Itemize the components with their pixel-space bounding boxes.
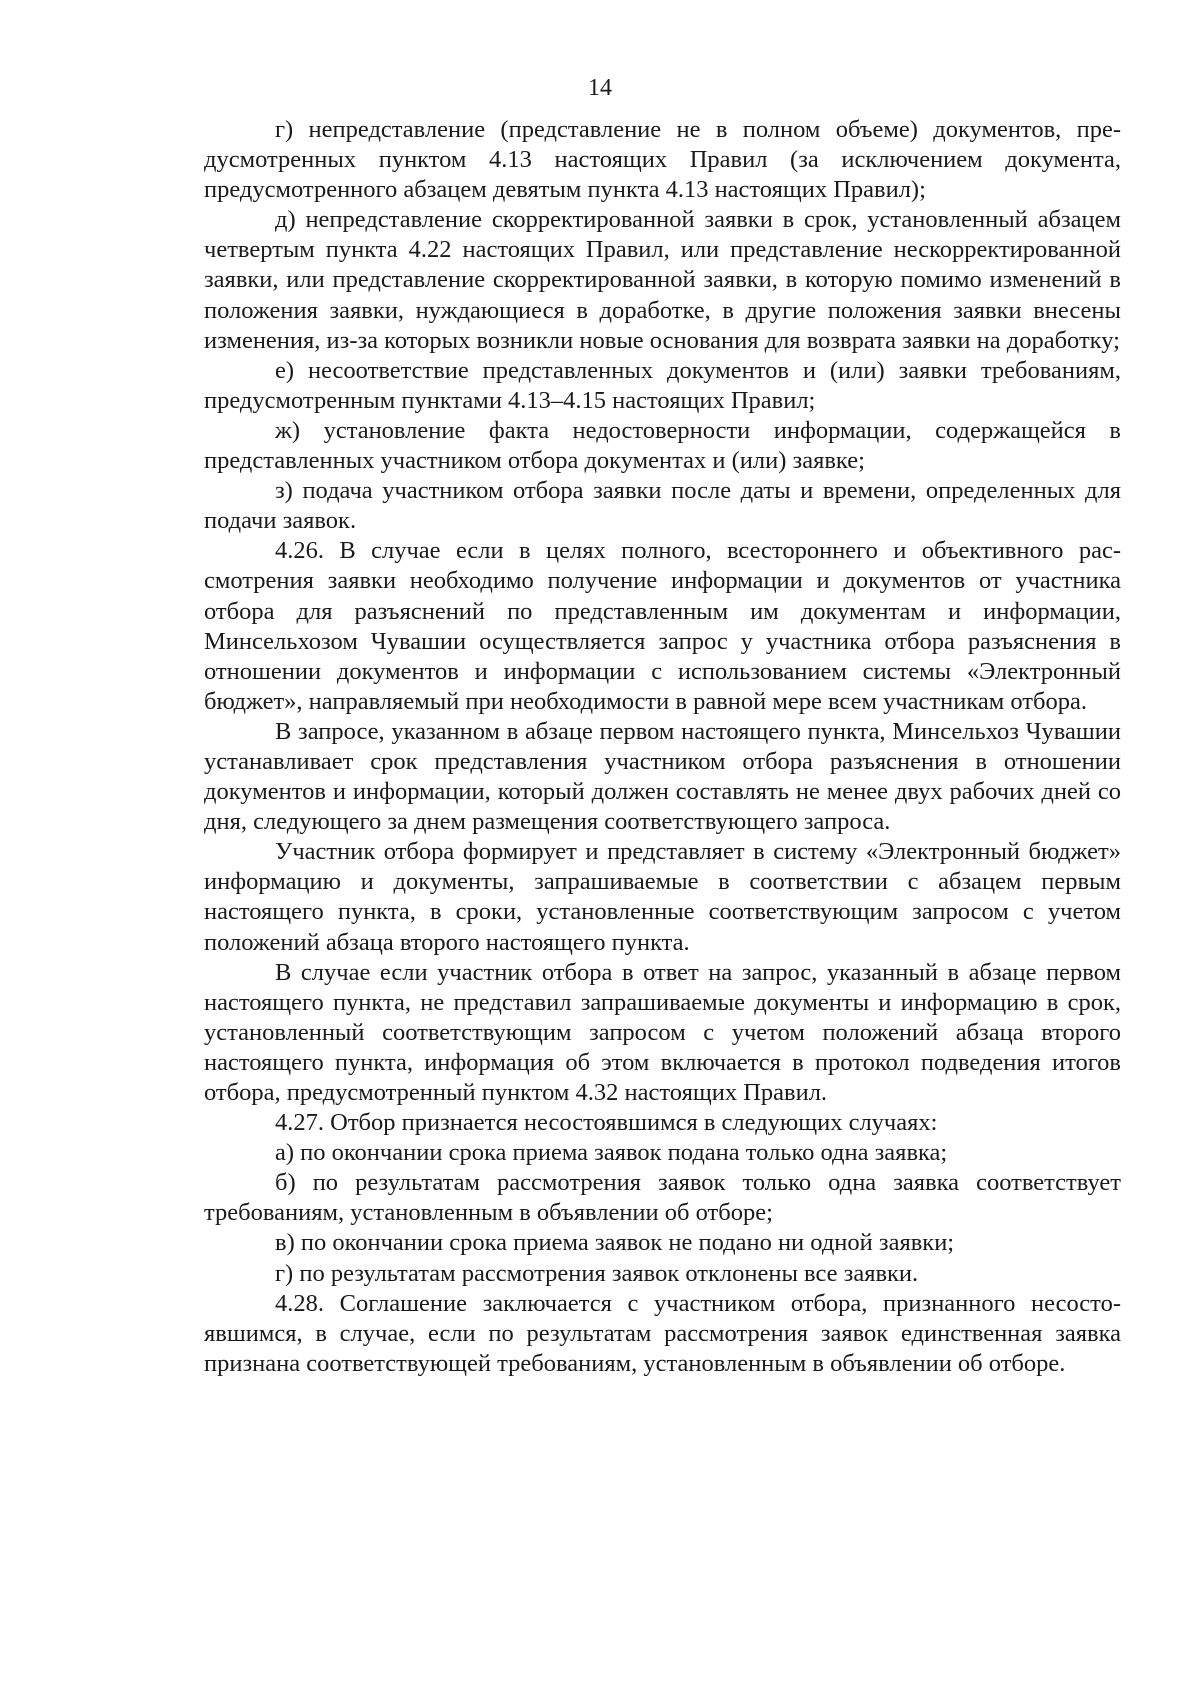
paragraph-4-26: 4.26. В случае если в целях полного, всестороннего и объективного рассмотрения заявки необходимо получение информации и документов от участника отбора для разъяснений по представленным им документам и информации, Минсельхозом Чувашии осуществляется запрос у участника отбора разъяснения в отношении документов и информации с использованием системы «Электронный бюджет», направляемый при необходимости в равной мере всем участникам отбора. [204, 537, 1121, 715]
paragraph-clause-e: е) несоответствие представленных документов и (или) заявки требованиям, предусмотренным пунктами 4.13–4.15 настоящих Правил; [204, 356, 1121, 414]
paragraph-4-27-a: а) по окончании срока приема заявок подана только одна заявка; [275, 1139, 948, 1167]
paragraph-4-26-participant-response: Участник отбора формирует и представляет в систему «Электронный бюджет» информацию и документы, запрашиваемые в соответствии с абзацем первым настоящего пункта, в сроки, установленные соответствующим запросом с учетом положений абзаца второго настоящего пункта. [204, 838, 1121, 956]
paragraph-4-27-v: в) по окончании срока приема заявок не подано ни одной заявки; [275, 1229, 955, 1257]
paragraph-4-26-no-response: В случае если участник отбора в ответ на запрос, указанный в абзаце первом настоящего пункта, не представил запрашиваемые документы и информацию в срок, установленный соответствующим запросом с учетом положений абзаца второго настоящего пункта, информация об этом включается в протокол подведения итогов отбора, предусмотренный пунктом 4.32 настоящих Правил. [204, 958, 1121, 1106]
paragraph-clause-zh: ж) установление факта недостоверности информации, содержащейся в представленных участником отбора документах и (или) заявке; [204, 416, 1121, 475]
paragraph-4-26-request-deadline: В запросе, указанном в абзаце первом настоящего пункта, Минсельхоз Чувашии устанавливает срок представления участником отбора разъяснения в отношении документов и информации, который должен составлять не менее двух рабочих дней со дня, следующего за днем размещения соответствующего запроса. [204, 717, 1121, 836]
paragraph-clause-z: з) подача участником отбора заявки после даты и времени, определенных для подачи заявок. [204, 477, 1121, 535]
paragraph-4-27: 4.27. Отбор признается несостоявшимся в следующих случаях: [275, 1109, 938, 1137]
paragraph-4-28: 4.28. Соглашение заключается с участником отбора, признанного несостоявшимся, в случае, если по результатам рассмотрения заявок единственная заявка признана соответствующей требованиям, установленным в объявлении об отборе. [204, 1289, 1121, 1377]
paragraph-clause-d: д) непредставление скорректированной заявки в срок, установленный абзацем четвертым пункта 4.22 настоящих Правил, или представление нескорректированной заявки, или представление скорректированной заявки, в которую помимо изменений в положения заявки, нуждающиеся в доработке, в другие положения заявки внесены изменения, из-за которых возникли новые основания для возврата заявки на доработку; [204, 206, 1121, 354]
paragraph-clause-g: г) непредставление (представление не в полном объеме) документов, предусмотренных пунктом 4.13 настоящих Правил (за исключением документа, предусмотренного абзацем девятым пункта 4.13 настоящих Правил); [204, 116, 1121, 204]
paragraph-4-27-g: г) по результатам рассмотрения заявок отклонены все заявки. [275, 1259, 919, 1287]
paragraph-4-27-b: б) по результатам рассмотрения заявок только одна заявка соответствует требованиям, установленным в объявлении об отборе; [204, 1169, 1121, 1227]
page-number: 14 [588, 75, 612, 101]
document-body [204, 115, 1121, 1379]
